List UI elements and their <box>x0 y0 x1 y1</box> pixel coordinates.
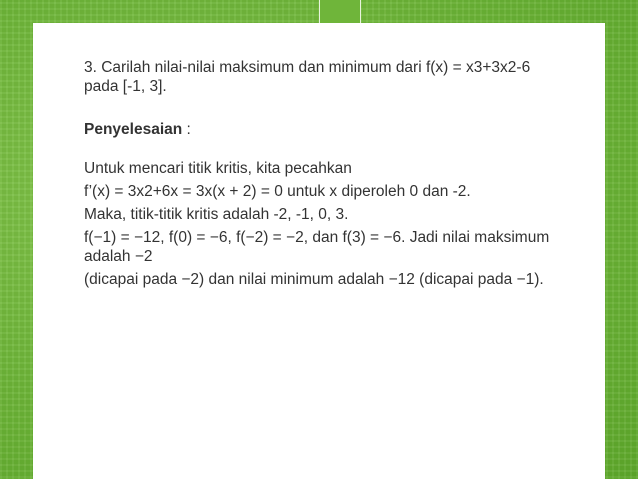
solution-line-values: f(−1) = −12, f(0) = −6, f(−2) = −2, dan f(3) = −6. Jadi nilai maksimum adalah −2 <box>84 229 550 265</box>
solution-line-derivative: f’(x) = 3x2+6x = 3x(x + 2) = 0 untuk x diperoleh 0 dan -2. <box>84 183 471 200</box>
spacer <box>84 100 554 120</box>
spacer <box>84 139 554 159</box>
solution-heading-line <box>84 120 554 139</box>
solution-heading: Penyelesaian <box>84 121 183 138</box>
solution-line-critical-intro: Untuk mencari titik kritis, kita pecahkan <box>84 160 352 177</box>
slide-content <box>84 58 554 293</box>
problem-statement: 3. Carilah nilai-nilai maksimum dan minimum dari f(x) = x3+3x2-6 pada [-1, 3]. <box>84 59 531 95</box>
slide-card <box>33 23 605 479</box>
solution-line-conclusion: (dicapai pada −2) dan nilai minimum adalah −12 (dicapai pada −1). <box>84 271 544 288</box>
solution-heading-suffix: : <box>182 121 191 138</box>
solution-line-critical-points: Maka, titik-titik kritis adalah -2, -1, 0, 3. <box>84 206 349 223</box>
